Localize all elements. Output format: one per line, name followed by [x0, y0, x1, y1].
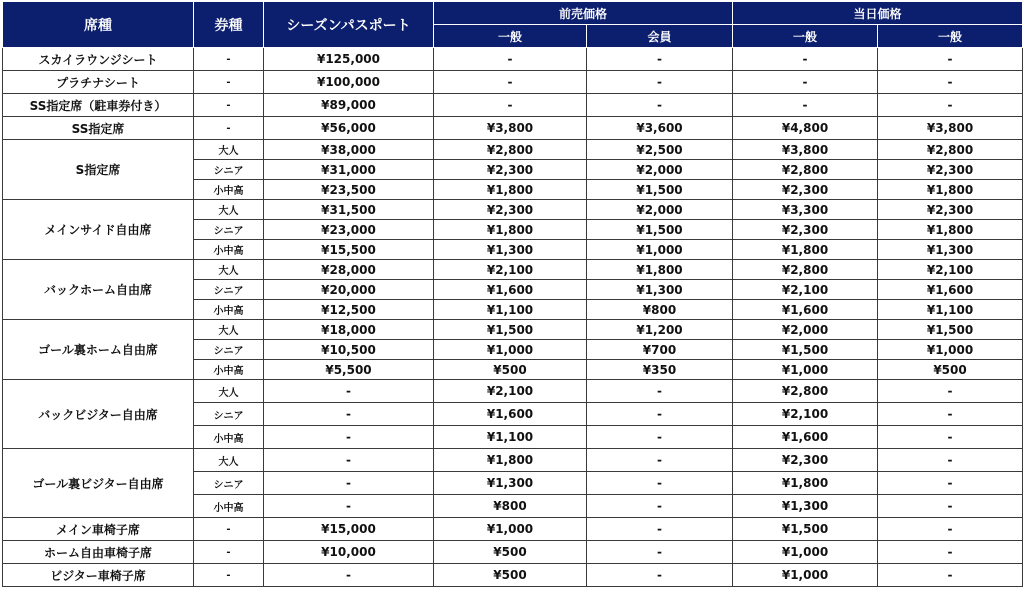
- sameday-general-cell: ¥2,800: [733, 260, 878, 280]
- sameday-other-cell: ¥2,300: [878, 200, 1023, 220]
- advance-member-cell: -: [587, 564, 733, 587]
- sameday-general-cell: ¥2,100: [733, 280, 878, 300]
- advance-member-cell: -: [587, 518, 733, 541]
- season-pass-cell: ¥20,000: [264, 280, 434, 300]
- header-season-pass: シーズンパスポート: [264, 2, 434, 48]
- seat-type-cell: プラチナシート: [3, 71, 194, 94]
- advance-member-cell: -: [587, 48, 733, 71]
- advance-member-cell: -: [587, 495, 733, 518]
- season-pass-cell: ¥23,500: [264, 180, 434, 200]
- seat-type-cell: ホーム自由車椅子席: [3, 541, 194, 564]
- ticket-type-cell: 大人: [194, 320, 264, 340]
- sameday-other-cell: ¥3,800: [878, 117, 1023, 140]
- ticket-type-cell: -: [194, 71, 264, 94]
- ticket-type-cell: 小中高: [194, 426, 264, 449]
- table-row: [3, 380, 1023, 403]
- season-pass-cell: ¥23,000: [264, 220, 434, 240]
- ticket-type-cell: 小中高: [194, 360, 264, 380]
- advance-member-cell: ¥2,500: [587, 140, 733, 160]
- advance-general-cell: ¥1,800: [434, 449, 587, 472]
- table-row: [3, 140, 1023, 160]
- sameday-other-cell: -: [878, 426, 1023, 449]
- sameday-general-cell: -: [733, 71, 878, 94]
- sameday-other-cell: -: [878, 495, 1023, 518]
- season-pass-cell: -: [264, 380, 434, 403]
- advance-general-cell: ¥2,300: [434, 200, 587, 220]
- advance-member-cell: ¥1,300: [587, 280, 733, 300]
- season-pass-cell: -: [264, 472, 434, 495]
- sameday-other-cell: ¥1,600: [878, 280, 1023, 300]
- advance-member-cell: ¥2,000: [587, 160, 733, 180]
- season-pass-cell: ¥31,500: [264, 200, 434, 220]
- sameday-general-cell: ¥1,500: [733, 340, 878, 360]
- advance-general-cell: ¥500: [434, 564, 587, 587]
- advance-general-cell: ¥500: [434, 541, 587, 564]
- sameday-other-cell: ¥1,100: [878, 300, 1023, 320]
- advance-general-cell: ¥1,100: [434, 426, 587, 449]
- seat-type-cell: SS指定席: [3, 117, 194, 140]
- sameday-general-cell: ¥2,100: [733, 403, 878, 426]
- advance-general-cell: -: [434, 71, 587, 94]
- season-pass-cell: -: [264, 403, 434, 426]
- advance-general-cell: ¥1,100: [434, 300, 587, 320]
- advance-general-cell: ¥1,600: [434, 403, 587, 426]
- seat-type-cell: ビジター車椅子席: [3, 564, 194, 587]
- sameday-other-cell: ¥1,300: [878, 240, 1023, 260]
- advance-member-cell: ¥1,800: [587, 260, 733, 280]
- header-advance-price: 前売価格: [434, 2, 733, 25]
- table-row: [3, 94, 1023, 117]
- ticket-type-cell: シニア: [194, 340, 264, 360]
- table-row: [3, 260, 1023, 280]
- advance-member-cell: ¥1,500: [587, 220, 733, 240]
- advance-member-cell: ¥1,200: [587, 320, 733, 340]
- sameday-general-cell: ¥2,300: [733, 449, 878, 472]
- sameday-general-cell: ¥1,500: [733, 518, 878, 541]
- seat-type-cell: バックビジター自由席: [3, 380, 194, 449]
- season-pass-cell: ¥31,000: [264, 160, 434, 180]
- sameday-general-cell: ¥2,300: [733, 180, 878, 200]
- sameday-other-cell: ¥2,800: [878, 140, 1023, 160]
- ticket-type-cell: -: [194, 48, 264, 71]
- season-pass-cell: ¥125,000: [264, 48, 434, 71]
- advance-member-cell: ¥700: [587, 340, 733, 360]
- advance-general-cell: ¥1,600: [434, 280, 587, 300]
- table-row: [3, 200, 1023, 220]
- sameday-general-cell: ¥2,800: [733, 160, 878, 180]
- ticket-type-cell: シニア: [194, 472, 264, 495]
- table-row: [3, 564, 1023, 587]
- sameday-general-cell: -: [733, 48, 878, 71]
- ticket-type-cell: シニア: [194, 403, 264, 426]
- price-table: [2, 1, 1023, 587]
- advance-member-cell: -: [587, 541, 733, 564]
- advance-general-cell: ¥800: [434, 495, 587, 518]
- table-row: [3, 518, 1023, 541]
- season-pass-cell: ¥89,000: [264, 94, 434, 117]
- sameday-other-cell: ¥1,000: [878, 340, 1023, 360]
- ticket-type-cell: 小中高: [194, 300, 264, 320]
- sameday-general-cell: ¥1,600: [733, 300, 878, 320]
- ticket-type-cell: シニア: [194, 160, 264, 180]
- advance-member-cell: -: [587, 380, 733, 403]
- table-row: [3, 48, 1023, 71]
- sameday-general-cell: ¥3,800: [733, 140, 878, 160]
- ticket-type-cell: 小中高: [194, 495, 264, 518]
- sameday-general-cell: ¥1,000: [733, 564, 878, 587]
- ticket-type-cell: -: [194, 94, 264, 117]
- season-pass-cell: -: [264, 426, 434, 449]
- advance-general-cell: ¥1,800: [434, 220, 587, 240]
- advance-general-cell: ¥2,300: [434, 160, 587, 180]
- header-sameday-other: 一般: [878, 25, 1023, 48]
- header-sameday-price: 当日価格: [733, 2, 1023, 25]
- season-pass-cell: -: [264, 449, 434, 472]
- table-row: [3, 71, 1023, 94]
- sameday-other-cell: ¥2,100: [878, 260, 1023, 280]
- advance-member-cell: ¥1,500: [587, 180, 733, 200]
- sameday-general-cell: ¥1,600: [733, 426, 878, 449]
- season-pass-cell: ¥10,000: [264, 541, 434, 564]
- season-pass-cell: ¥12,500: [264, 300, 434, 320]
- sameday-other-cell: -: [878, 541, 1023, 564]
- table-row: [3, 449, 1023, 472]
- sameday-general-cell: ¥4,800: [733, 117, 878, 140]
- advance-general-cell: ¥1,300: [434, 472, 587, 495]
- table-row: [3, 541, 1023, 564]
- sameday-other-cell: ¥1,800: [878, 180, 1023, 200]
- advance-member-cell: -: [587, 449, 733, 472]
- sameday-other-cell: -: [878, 71, 1023, 94]
- season-pass-cell: ¥10,500: [264, 340, 434, 360]
- ticket-type-cell: -: [194, 117, 264, 140]
- season-pass-cell: ¥18,000: [264, 320, 434, 340]
- ticket-type-cell: 小中高: [194, 180, 264, 200]
- seat-type-cell: SS指定席（駐車券付き）: [3, 94, 194, 117]
- ticket-type-cell: 大人: [194, 380, 264, 403]
- advance-member-cell: -: [587, 472, 733, 495]
- advance-member-cell: -: [587, 94, 733, 117]
- sameday-other-cell: -: [878, 94, 1023, 117]
- advance-general-cell: ¥2,800: [434, 140, 587, 160]
- advance-member-cell: ¥1,000: [587, 240, 733, 260]
- season-pass-cell: ¥15,000: [264, 518, 434, 541]
- ticket-type-cell: -: [194, 564, 264, 587]
- table-row: [3, 117, 1023, 140]
- ticket-type-cell: 大人: [194, 200, 264, 220]
- advance-general-cell: ¥2,100: [434, 260, 587, 280]
- header-seat: 席種: [3, 2, 194, 48]
- sameday-other-cell: -: [878, 449, 1023, 472]
- advance-general-cell: ¥1,800: [434, 180, 587, 200]
- sameday-other-cell: -: [878, 403, 1023, 426]
- sameday-other-cell: -: [878, 472, 1023, 495]
- ticket-type-cell: シニア: [194, 280, 264, 300]
- table-body: [3, 48, 1023, 587]
- advance-general-cell: -: [434, 48, 587, 71]
- season-pass-cell: ¥28,000: [264, 260, 434, 280]
- season-pass-cell: -: [264, 564, 434, 587]
- sameday-general-cell: ¥2,800: [733, 380, 878, 403]
- header-ticket-type: 券種: [194, 2, 264, 48]
- sameday-general-cell: ¥1,300: [733, 495, 878, 518]
- season-pass-cell: -: [264, 495, 434, 518]
- season-pass-cell: ¥100,000: [264, 71, 434, 94]
- table-row: [3, 320, 1023, 340]
- season-pass-cell: ¥56,000: [264, 117, 434, 140]
- season-pass-cell: ¥38,000: [264, 140, 434, 160]
- header-sameday-general: 一般: [733, 25, 878, 48]
- advance-general-cell: ¥3,800: [434, 117, 587, 140]
- advance-member-cell: -: [587, 71, 733, 94]
- ticket-type-cell: 小中高: [194, 240, 264, 260]
- sameday-general-cell: ¥2,000: [733, 320, 878, 340]
- sameday-other-cell: ¥2,300: [878, 160, 1023, 180]
- season-pass-cell: ¥5,500: [264, 360, 434, 380]
- seat-type-cell: ゴール裏ビジター自由席: [3, 449, 194, 518]
- sameday-general-cell: ¥1,000: [733, 541, 878, 564]
- sameday-general-cell: ¥3,300: [733, 200, 878, 220]
- advance-member-cell: ¥2,000: [587, 200, 733, 220]
- advance-member-cell: -: [587, 403, 733, 426]
- ticket-type-cell: 大人: [194, 449, 264, 472]
- advance-member-cell: ¥800: [587, 300, 733, 320]
- sameday-general-cell: ¥1,000: [733, 360, 878, 380]
- advance-member-cell: -: [587, 426, 733, 449]
- sameday-general-cell: -: [733, 94, 878, 117]
- sameday-general-cell: ¥1,800: [733, 472, 878, 495]
- sameday-other-cell: ¥500: [878, 360, 1023, 380]
- seat-type-cell: メイン車椅子席: [3, 518, 194, 541]
- advance-general-cell: ¥500: [434, 360, 587, 380]
- sameday-other-cell: -: [878, 380, 1023, 403]
- ticket-type-cell: -: [194, 518, 264, 541]
- seat-type-cell: S指定席: [3, 140, 194, 200]
- season-pass-cell: ¥15,500: [264, 240, 434, 260]
- header-advance-general: 一般: [434, 25, 587, 48]
- seat-type-cell: メインサイド自由席: [3, 200, 194, 260]
- seat-type-cell: スカイラウンジシート: [3, 48, 194, 71]
- sameday-general-cell: ¥1,800: [733, 240, 878, 260]
- sameday-other-cell: -: [878, 48, 1023, 71]
- advance-general-cell: ¥1,000: [434, 518, 587, 541]
- sameday-other-cell: -: [878, 564, 1023, 587]
- sameday-other-cell: ¥1,500: [878, 320, 1023, 340]
- header-advance-member: 会員: [587, 25, 733, 48]
- advance-general-cell: ¥1,000: [434, 340, 587, 360]
- ticket-type-cell: 大人: [194, 140, 264, 160]
- advance-general-cell: -: [434, 94, 587, 117]
- advance-general-cell: ¥1,500: [434, 320, 587, 340]
- ticket-type-cell: シニア: [194, 220, 264, 240]
- sameday-other-cell: ¥1,800: [878, 220, 1023, 240]
- seat-type-cell: ゴール裏ホーム自由席: [3, 320, 194, 380]
- advance-member-cell: ¥3,600: [587, 117, 733, 140]
- advance-member-cell: ¥350: [587, 360, 733, 380]
- ticket-type-cell: 大人: [194, 260, 264, 280]
- advance-general-cell: ¥2,100: [434, 380, 587, 403]
- ticket-type-cell: -: [194, 541, 264, 564]
- sameday-general-cell: ¥2,300: [733, 220, 878, 240]
- seat-type-cell: バックホーム自由席: [3, 260, 194, 320]
- advance-general-cell: ¥1,300: [434, 240, 587, 260]
- sameday-other-cell: -: [878, 518, 1023, 541]
